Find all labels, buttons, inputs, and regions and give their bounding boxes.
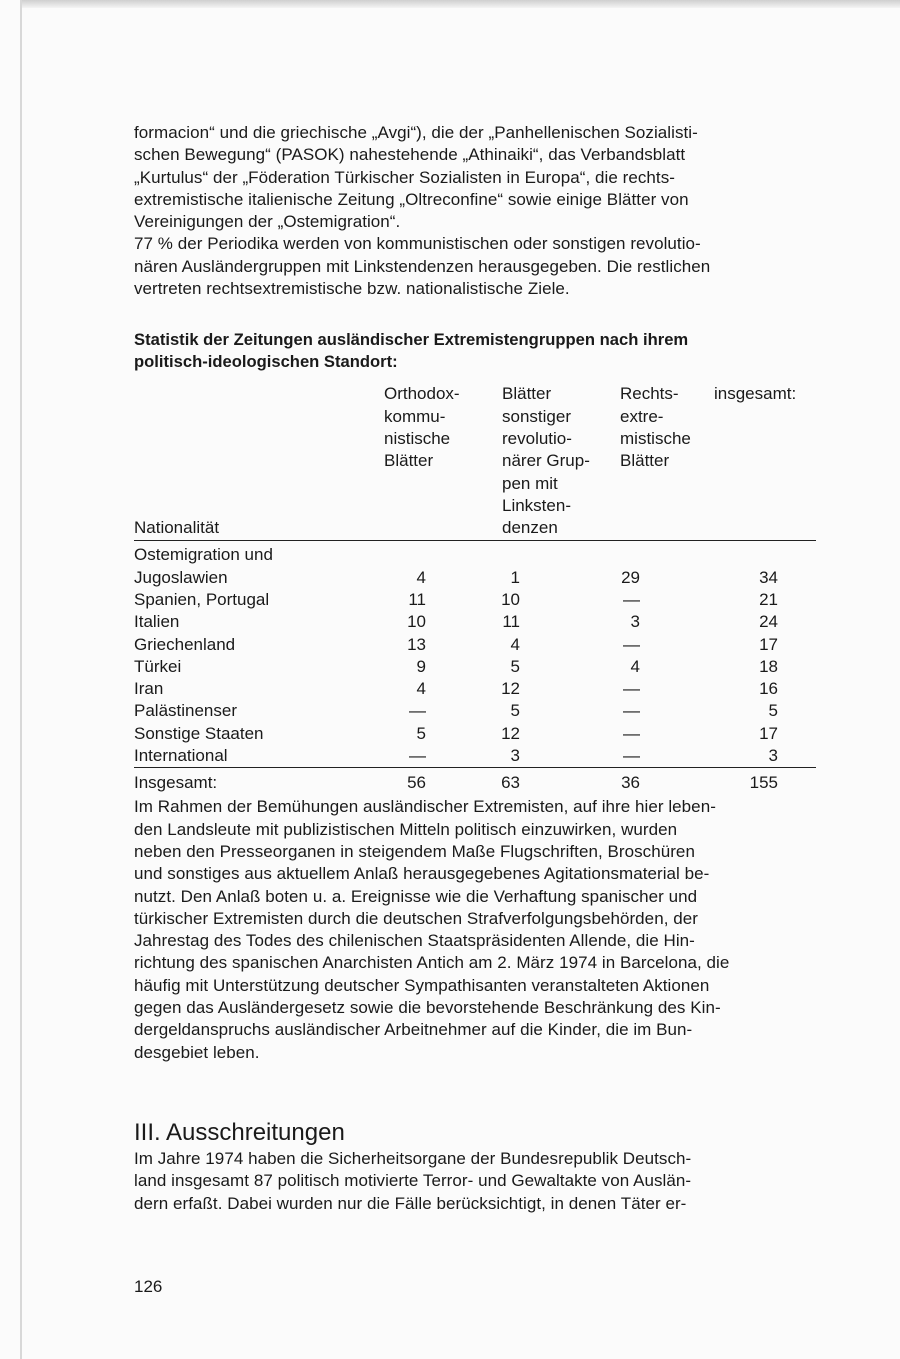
intro-paragraph [134, 122, 816, 233]
page-edge-shadow [20, 0, 900, 8]
cell-orthodox: — [409, 746, 426, 766]
row-nationality: Ostemigration und [134, 545, 273, 565]
section-heading: III. Ausschreitungen [134, 1118, 345, 1146]
header-line: Orthodox- [384, 384, 460, 404]
text-line: desgebiet leben. [134, 1042, 260, 1062]
percentage-paragraph [134, 233, 816, 300]
text-line: häufig mit Unterstützung deutscher Sympathisanten veranstalteten Aktionen [134, 975, 710, 995]
table-heading-line: Statistik der Zeitungen ausländischer Extremistengruppen nach ihrem [134, 330, 689, 350]
cell-right-extremist: — [623, 701, 640, 721]
total-right-extremist: 36 [621, 773, 640, 793]
cell-right-extremist: — [623, 589, 640, 609]
table-row [134, 567, 816, 589]
header-line: Blätter [502, 384, 552, 404]
cell-revolutionary: 12 [501, 723, 520, 743]
row-nationality: Palästinenser [134, 701, 238, 721]
text-line: nutzt. Den Anlaß boten u. a. Ereignisse wie die Verhaftung spanischer und [134, 886, 698, 906]
header-line: insgesamt: [714, 384, 797, 404]
cell-orthodox: 13 [407, 634, 426, 654]
text-line: formacion“ und die griechische „Avgi“), die der „Panhellenischen Sozialisti- [134, 123, 698, 142]
cell-right-extremist: 29 [621, 567, 640, 587]
row-nationality: Griechenland [134, 634, 236, 654]
text-line: vertreten rechtsextremistische bzw. nationalistische Ziele. [134, 279, 570, 299]
text-line: land insgesamt 87 politisch motivierte Terror- und Gewaltakte von Auslän- [134, 1171, 692, 1191]
text-line: „Kurtulus“ der „Föderation Türkischer Sozialisten in Europa“, die rechts- [134, 167, 675, 187]
section-paragraph [134, 1148, 816, 1215]
text-line: gegen das Ausländergesetz sowie die bevorstehende Beschränkung des Kin- [134, 998, 721, 1018]
cell-total: 24 [759, 612, 778, 632]
total-revolutionary: 63 [501, 773, 520, 793]
cell-right-extremist: — [623, 723, 640, 743]
cell-right-extremist: — [623, 746, 640, 766]
table-body [134, 541, 816, 767]
text-line: nären Ausländergruppen mit Linkstendenzen herausgegeben. Die restlichen [134, 256, 711, 276]
agitation-paragraph [134, 796, 816, 1064]
cell-orthodox: 9 [416, 656, 426, 676]
total-overall: 155 [749, 773, 778, 793]
cell-total: 3 [768, 746, 778, 766]
page-content [134, 122, 816, 1215]
text-line: Jahrestag des Todes des chilenischen Staatspräsidenten Allende, die Hin- [134, 931, 695, 951]
cell-total: 21 [759, 589, 778, 609]
cell-total: 5 [768, 701, 778, 721]
table-row [134, 634, 816, 656]
row-nationality: International [134, 746, 228, 766]
cell-revolutionary: 12 [501, 679, 520, 699]
text-line: türkischer Extremisten durch die deutschen Strafverfolgungsbehörden, der [134, 908, 698, 928]
cell-revolutionary: 4 [510, 634, 520, 654]
total-label: Insgesamt: [134, 773, 218, 793]
row-nationality: Italien [134, 612, 180, 632]
cell-orthodox: — [409, 701, 426, 721]
header-total [714, 383, 796, 405]
cell-revolutionary: 11 [502, 612, 520, 632]
header-nationality: Nationalität [134, 518, 220, 538]
table-row [134, 745, 816, 767]
table-rule-bottom [134, 767, 816, 768]
text-line: richtung des spanischen Anarchisten Antich am 2. März 1974 in Barcelona, die [134, 953, 730, 973]
text-line: dern erfaßt. Dabei wurden nur die Fälle berücksichtigt, in denen Täter er- [134, 1193, 687, 1213]
statistics-table [134, 383, 816, 796]
row-nationality: Iran [134, 679, 164, 699]
text-line: neben den Presseorganen in steigendem Maße Flugschriften, Broschüren [134, 841, 695, 861]
header-line: pen mit [502, 473, 558, 493]
cell-orthodox: 4 [416, 679, 426, 699]
row-nationality: Sonstige Staaten [134, 723, 264, 743]
table-row [134, 589, 816, 611]
row-nationality: Jugoslawien [134, 567, 228, 587]
text-line: Im Jahre 1974 haben die Sicherheitsorgane der Bundesrepublik Deutsch- [134, 1148, 692, 1168]
cell-total: 16 [759, 679, 778, 699]
header-line: extre- [620, 406, 664, 426]
cell-total: 34 [759, 567, 778, 587]
table-row [134, 611, 816, 633]
cell-orthodox: 10 [407, 612, 426, 632]
cell-total: 17 [759, 723, 778, 743]
total-orthodox: 56 [407, 773, 426, 793]
cell-total: 18 [759, 656, 778, 676]
text-line: 77 % der Periodika werden von kommunistischen oder sonstigen revolutio- [134, 234, 701, 254]
text-line: und sonstiges aus aktuellem Anlaß herausgegebenes Agitationsmaterial be- [134, 864, 710, 884]
table-total-row [134, 772, 816, 796]
header-line: sonstiger [502, 406, 571, 426]
cell-orthodox: 11 [408, 589, 426, 609]
table-header [134, 383, 816, 540]
text-line: schen Bewegung“ (PASOK) nahestehende „Athinaiki“, das Verbandsblatt [134, 145, 686, 165]
header-line: kommu- [384, 406, 446, 426]
page-number: 126 [134, 1277, 163, 1296]
cell-revolutionary: 10 [501, 589, 520, 609]
cell-orthodox: 4 [416, 567, 426, 587]
header-right-extremist [620, 383, 691, 472]
row-nationality: Türkei [134, 656, 182, 676]
header-line: närer Grup- [502, 451, 590, 471]
header-line: revolutio- [502, 428, 572, 448]
header-line: denzen [502, 518, 558, 538]
table-heading-line: politisch-ideologischen Standort: [134, 352, 398, 372]
header-orthodox-communist [384, 383, 460, 472]
text-line: den Landsleute mit publizistischen Mitteln politisch einzuwirken, wurden [134, 819, 678, 839]
page-edge-line [20, 0, 22, 1359]
table-row [134, 723, 816, 745]
header-line: nistische [384, 428, 451, 448]
cell-revolutionary: 3 [510, 746, 520, 766]
cell-revolutionary: 5 [510, 656, 520, 676]
cell-right-extremist: 3 [630, 612, 640, 632]
header-line: Linksten- [502, 495, 571, 515]
cell-revolutionary: 1 [510, 567, 520, 587]
table-row [134, 656, 816, 678]
text-line: Vereinigungen der „Ostemigration“. [134, 212, 401, 232]
table-row [134, 544, 816, 566]
header-other-revolutionary [502, 383, 590, 539]
text-line: extremistische italienische Zeitung „Oltreconfine“ sowie einige Blätter von [134, 189, 689, 209]
cell-right-extremist: — [623, 679, 640, 699]
cell-orthodox: 5 [416, 723, 426, 743]
table-heading [134, 329, 816, 373]
cell-total: 17 [759, 634, 778, 654]
header-line: Blätter [620, 451, 670, 471]
cell-right-extremist: 4 [630, 656, 640, 676]
header-line: Rechts- [620, 384, 679, 404]
row-nationality: Spanien, Portugal [134, 589, 270, 609]
text-line: Im Rahmen der Bemühungen ausländischer Extremisten, auf ihre hier leben- [134, 797, 716, 817]
table-row [134, 678, 816, 700]
cell-revolutionary: 5 [510, 701, 520, 721]
cell-right-extremist: — [623, 634, 640, 654]
header-line: mistische [620, 428, 691, 448]
table-row [134, 700, 816, 722]
header-line: Blätter [384, 451, 434, 471]
text-line: dergeldanspruchs ausländischer Arbeitnehmer auf die Kinder, die im Bun- [134, 1020, 693, 1040]
